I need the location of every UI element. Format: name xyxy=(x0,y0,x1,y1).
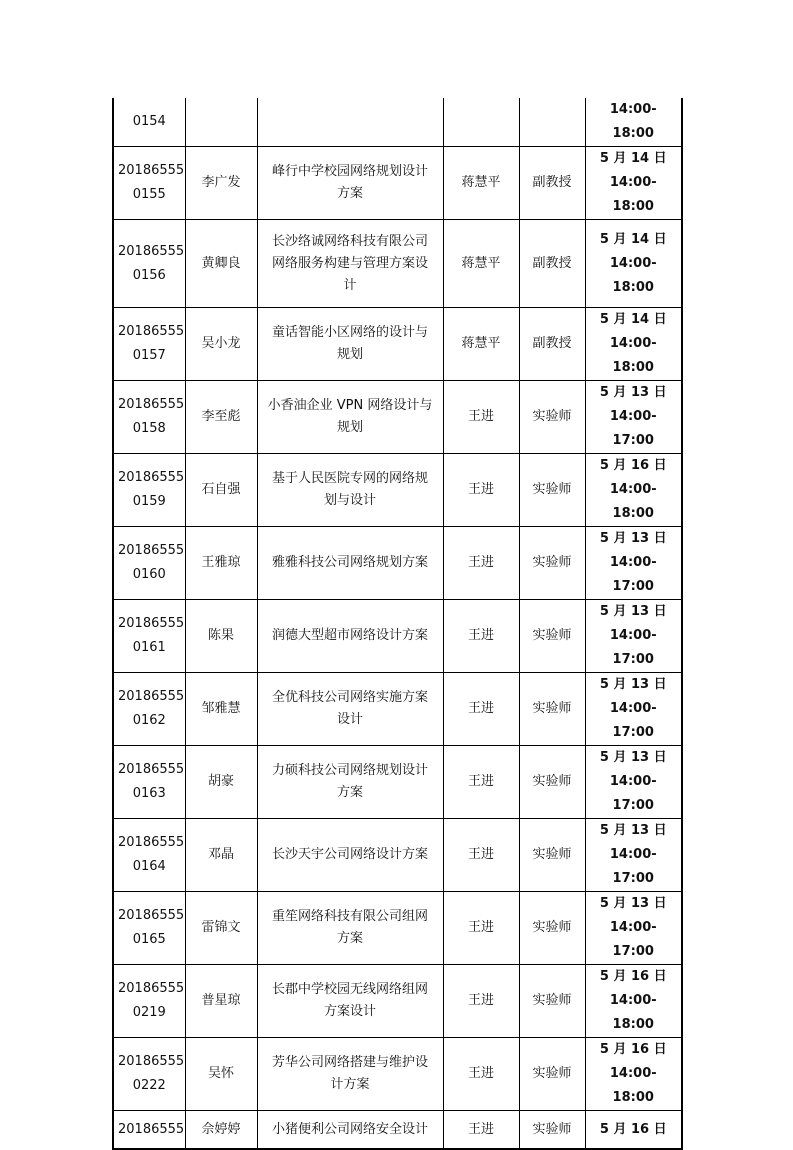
table-row xyxy=(113,527,682,600)
thesis-title-cell xyxy=(257,147,443,220)
defense-time-cell xyxy=(585,527,682,600)
student-name-cell: 邓晶 xyxy=(185,819,257,892)
thesis-title-line: 润德大型超市网络设计方案 xyxy=(271,628,428,643)
advisor-rank-cell: 实验师 xyxy=(519,381,585,454)
defense-time-cell xyxy=(585,600,682,673)
table-row xyxy=(113,1038,682,1111)
thesis-title-line: 力硕科技公司网络规划设计 xyxy=(271,763,428,778)
advisor-cell: 王进 xyxy=(443,527,519,600)
thesis-title-line: 长郡中学校园无线网络组网 xyxy=(271,982,428,997)
table-row xyxy=(113,746,682,819)
student-id-prefix: 20186555 xyxy=(118,1121,185,1137)
student-name-cell: 王雅琼 xyxy=(185,527,257,600)
thesis-title-cell xyxy=(257,892,443,965)
defense-date: 5 月 16 日 xyxy=(599,969,667,984)
student-id-prefix: 20186555 xyxy=(118,981,185,996)
thesis-title-cell xyxy=(257,454,443,527)
defense-time-range: 14:00-17:00 xyxy=(609,701,657,740)
advisor-rank-cell: 副教授 xyxy=(519,147,585,220)
defense-time-cell xyxy=(585,454,682,527)
table-row xyxy=(113,454,682,527)
thesis-title-line: 长沙络诚网络科技有限公司 xyxy=(271,233,428,249)
thesis-title-line: 长沙天宇公司网络设计方案 xyxy=(271,847,428,862)
student-name-cell: 陈果 xyxy=(185,600,257,673)
table-row xyxy=(113,308,682,381)
student-id-prefix: 20186555 xyxy=(118,397,185,412)
defense-time-range: 14:00-17:00 xyxy=(609,847,657,886)
table-row xyxy=(113,98,682,147)
defense-time-range: 14:00-17:00 xyxy=(609,555,657,594)
student-name-cell: 李至彪 xyxy=(185,381,257,454)
defense-date: 5 月 13 日 xyxy=(599,750,667,765)
thesis-title-line: 计 xyxy=(343,277,357,293)
thesis-title-line: 方案 xyxy=(336,931,363,946)
student-name-cell: 黄卿良 xyxy=(185,220,257,308)
thesis-title-cell xyxy=(257,746,443,819)
student-id-cell xyxy=(113,746,185,819)
student-id-cell xyxy=(113,147,185,220)
defense-time-range: 14:00-18:00 xyxy=(609,993,657,1032)
student-id-cell xyxy=(113,527,185,600)
thesis-title-line: 雅雅科技公司网络规划方案 xyxy=(271,555,428,570)
advisor-rank-cell: 实验师 xyxy=(519,600,585,673)
student-id-suffix: 0158 xyxy=(132,421,166,436)
student-id-prefix: 20186555 xyxy=(118,835,185,850)
table-row xyxy=(113,381,682,454)
student-id-cell xyxy=(113,600,185,673)
thesis-title-line: 计方案 xyxy=(330,1077,370,1092)
advisor-cell: 王进 xyxy=(443,600,519,673)
defense-time-cell xyxy=(585,746,682,819)
advisor-cell: 蒋慧平 xyxy=(443,308,519,381)
defense-time-cell xyxy=(585,220,682,308)
table-row xyxy=(113,819,682,892)
defense-time-range: 14:00-17:00 xyxy=(609,409,657,448)
student-id-suffix: 0162 xyxy=(132,713,166,728)
advisor-rank-cell: 实验师 xyxy=(519,527,585,600)
student-id-suffix: 0157 xyxy=(132,348,166,363)
student-id-prefix: 20186555 xyxy=(118,616,185,631)
student-id-cell xyxy=(113,965,185,1038)
student-name-cell: 石自强 xyxy=(185,454,257,527)
advisor-cell: 王进 xyxy=(443,965,519,1038)
thesis-title-line: 设计 xyxy=(336,712,363,727)
thesis-title-cell xyxy=(257,220,443,308)
thesis-title-cell xyxy=(257,527,443,600)
advisor-rank-cell xyxy=(519,98,585,147)
student-id-prefix: 20186555 xyxy=(118,163,185,178)
defense-date: 5 月 13 日 xyxy=(599,385,667,400)
student-id-prefix: 20186555 xyxy=(118,689,185,704)
defense-date: 5 月 14 日 xyxy=(599,312,667,327)
defense-time-cell xyxy=(585,1038,682,1111)
thesis-title-cell xyxy=(257,381,443,454)
advisor-cell: 王进 xyxy=(443,1111,519,1150)
student-id-suffix: 0160 xyxy=(132,567,166,582)
defense-time-cell xyxy=(585,1111,682,1150)
thesis-title-cell xyxy=(257,98,443,147)
thesis-title-line: 方案 xyxy=(336,785,363,800)
thesis-title-line: 基于人民医院专网的网络规 xyxy=(271,471,428,486)
defense-time-cell xyxy=(585,98,682,147)
student-id-prefix: 20186555 xyxy=(118,908,185,923)
student-id-prefix: 20186555 xyxy=(118,243,185,259)
thesis-title-cell xyxy=(257,819,443,892)
advisor-rank-cell: 实验师 xyxy=(519,1111,585,1150)
student-id-cell xyxy=(113,381,185,454)
schedule-table xyxy=(112,98,683,1150)
student-id-cell xyxy=(113,819,185,892)
defense-time-cell xyxy=(585,147,682,220)
defense-time-range: 14:00-17:00 xyxy=(609,920,657,959)
defense-date: 5 月 16 日 xyxy=(599,1042,667,1057)
student-id-prefix: 20186555 xyxy=(118,470,185,485)
thesis-title-line: 方案设计 xyxy=(323,1004,376,1019)
advisor-rank-cell: 实验师 xyxy=(519,892,585,965)
student-name-cell: 普星琼 xyxy=(185,965,257,1038)
advisor-cell: 王进 xyxy=(443,892,519,965)
thesis-title-line: 网络服务构建与管理方案设 xyxy=(271,255,428,271)
student-id-cell xyxy=(113,1038,185,1111)
student-id-prefix: 20186555 xyxy=(118,1054,185,1069)
advisor-cell: 王进 xyxy=(443,454,519,527)
defense-date: 5 月 13 日 xyxy=(599,896,667,911)
defense-time-range: 14:00-17:00 xyxy=(609,774,657,813)
student-name-cell: 佘婷婷 xyxy=(185,1111,257,1150)
table-row xyxy=(113,220,682,308)
student-name-cell: 吴小龙 xyxy=(185,308,257,381)
thesis-title-line: 规划 xyxy=(336,347,363,362)
advisor-rank-cell: 实验师 xyxy=(519,673,585,746)
defense-time-range: 14:00-18:00 xyxy=(609,255,657,295)
defense-date: 5 月 14 日 xyxy=(599,151,667,166)
thesis-title-line: 方案 xyxy=(336,186,363,201)
thesis-title-cell xyxy=(257,1038,443,1111)
table-row xyxy=(113,147,682,220)
student-id-suffix: 0163 xyxy=(132,786,166,801)
table-row xyxy=(113,600,682,673)
defense-time-range: 14:00-17:00 xyxy=(609,628,657,667)
thesis-title-cell xyxy=(257,673,443,746)
defense-date: 5 月 16 日 xyxy=(599,458,667,473)
defense-time-cell xyxy=(585,965,682,1038)
advisor-cell: 蒋慧平 xyxy=(443,220,519,308)
thesis-title-line: 划与设计 xyxy=(323,493,376,508)
advisor-cell: 王进 xyxy=(443,746,519,819)
student-id-cell xyxy=(113,98,185,147)
advisor-cell: 王进 xyxy=(443,381,519,454)
defense-time-cell xyxy=(585,673,682,746)
thesis-title-line: 重笙网络科技有限公司组网 xyxy=(271,909,428,924)
defense-time-cell xyxy=(585,892,682,965)
advisor-cell xyxy=(443,98,519,147)
student-name-cell: 雷锦文 xyxy=(185,892,257,965)
defense-date: 5 月 13 日 xyxy=(599,531,667,546)
defense-time-range: 14:00-18:00 xyxy=(609,336,657,375)
thesis-title-cell xyxy=(257,965,443,1038)
table-row xyxy=(113,1111,682,1150)
student-id-suffix: 0155 xyxy=(132,187,166,202)
advisor-rank-cell: 实验师 xyxy=(519,1038,585,1111)
schedule-rows xyxy=(113,98,682,1149)
advisor-rank-cell: 副教授 xyxy=(519,308,585,381)
advisor-cell: 王进 xyxy=(443,1038,519,1111)
thesis-title-line: 峰行中学校园网络规划设计 xyxy=(271,164,428,179)
advisor-rank-cell: 实验师 xyxy=(519,819,585,892)
defense-time-range: 14:00-18:00 xyxy=(609,1066,657,1105)
thesis-title-cell xyxy=(257,1111,443,1150)
thesis-title-cell xyxy=(257,600,443,673)
student-id-prefix: 20186555 xyxy=(118,762,185,777)
defense-date: 5 月 14 日 xyxy=(599,231,667,247)
advisor-rank-cell: 实验师 xyxy=(519,965,585,1038)
student-id-cell xyxy=(113,892,185,965)
student-id-cell xyxy=(113,673,185,746)
student-id-suffix: 0165 xyxy=(132,932,166,947)
student-id-prefix: 20186555 xyxy=(118,543,185,558)
student-name-cell xyxy=(185,98,257,147)
table-row xyxy=(113,673,682,746)
advisor-cell: 王进 xyxy=(443,673,519,746)
thesis-title-line: 童话智能小区网络的设计与 xyxy=(271,325,428,340)
thesis-title-line: 全优科技公司网络实施方案 xyxy=(271,690,428,705)
thesis-title-line: 规划 xyxy=(336,420,363,435)
student-id-suffix: 0154 xyxy=(132,114,166,129)
student-id-cell xyxy=(113,454,185,527)
student-id-suffix: 0161 xyxy=(132,640,166,655)
thesis-title-line: 小猪便利公司网络安全设计 xyxy=(271,1121,428,1137)
defense-time-range: 14:00-18:00 xyxy=(609,102,657,141)
student-id-cell xyxy=(113,308,185,381)
student-id-prefix: 20186555 xyxy=(118,324,185,339)
defense-time-cell xyxy=(585,308,682,381)
student-id-cell xyxy=(113,220,185,308)
defense-date: 5 月 16 日 xyxy=(599,1121,667,1137)
defense-date: 5 月 13 日 xyxy=(599,677,667,692)
defense-date: 5 月 13 日 xyxy=(599,823,667,838)
advisor-rank-cell: 实验师 xyxy=(519,746,585,819)
defense-time-cell xyxy=(585,819,682,892)
student-name-cell: 胡豪 xyxy=(185,746,257,819)
table-row xyxy=(113,892,682,965)
advisor-rank-cell: 实验师 xyxy=(519,454,585,527)
thesis-title-cell xyxy=(257,308,443,381)
student-id-suffix: 0164 xyxy=(132,859,166,874)
advisor-cell: 王进 xyxy=(443,819,519,892)
advisor-rank-cell: 副教授 xyxy=(519,220,585,308)
student-name-cell: 吴怀 xyxy=(185,1038,257,1111)
defense-time-range: 14:00-18:00 xyxy=(609,482,657,521)
student-name-cell: 李广发 xyxy=(185,147,257,220)
student-id-suffix: 0156 xyxy=(132,267,166,283)
defense-date: 5 月 13 日 xyxy=(599,604,667,619)
student-id-suffix: 0222 xyxy=(132,1078,166,1093)
defense-time-range: 14:00-18:00 xyxy=(609,175,657,214)
defense-time-cell xyxy=(585,381,682,454)
student-name-cell: 邹雅慧 xyxy=(185,673,257,746)
thesis-title-line: 芳华公司网络搭建与维护设 xyxy=(271,1055,428,1070)
thesis-title-line: 小香油企业 VPN 网络设计与 xyxy=(267,398,433,413)
student-id-suffix: 0159 xyxy=(132,494,166,509)
table-row xyxy=(113,965,682,1038)
advisor-cell: 蒋慧平 xyxy=(443,147,519,220)
student-id-suffix: 0219 xyxy=(132,1005,166,1020)
student-id-cell xyxy=(113,1111,185,1150)
